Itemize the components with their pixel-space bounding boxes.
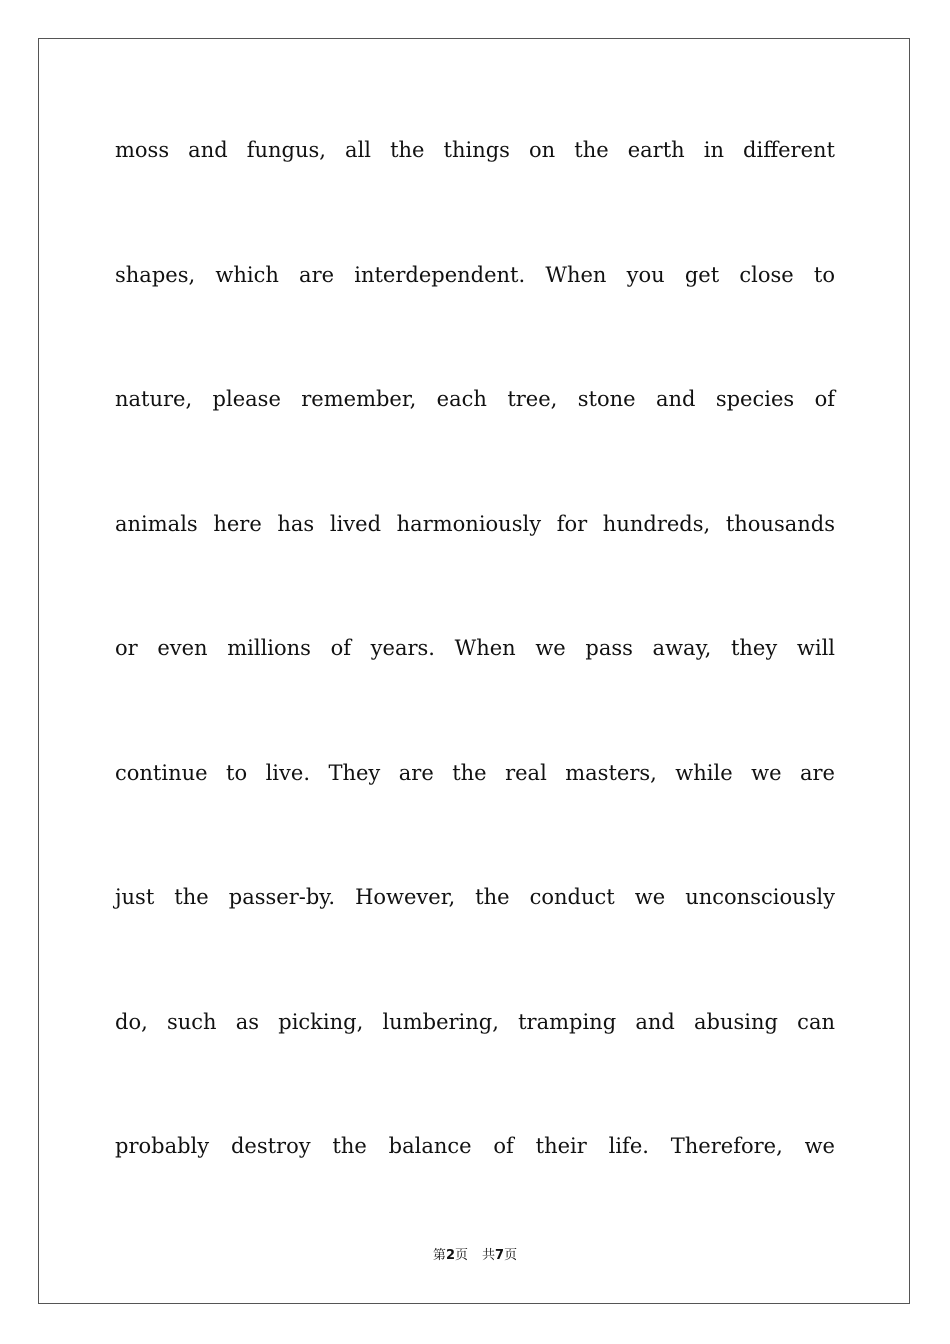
body-text-line-9: probably destroy the balance of their life. Therefore, we	[115, 1134, 835, 1158]
total-prefix: 共	[482, 1248, 496, 1263]
page-number: 2	[445, 1248, 455, 1263]
page-prefix: 第	[432, 1248, 446, 1263]
total-pages: 7	[495, 1248, 505, 1263]
body-text-line-7: just the passer-by. However, the conduct we unconsciously	[115, 885, 835, 909]
body-text-line-8: do, such as picking, lumbering, tramping and abusing can	[115, 1010, 835, 1034]
page-footer	[0, 1247, 950, 1265]
total-suffix: 页	[504, 1248, 518, 1263]
page-border	[38, 38, 910, 1304]
body-text-line-1: moss and fungus, all the things on the earth in different	[115, 138, 835, 162]
body-text-line-4: animals here has lived harmoniously for hundreds, thousands	[115, 512, 835, 536]
body-text-line-3: nature, please remember, each tree, stone and species of	[115, 387, 835, 411]
body-text-line-6: continue to live. They are the real masters, while we are	[115, 761, 835, 785]
body-text-line-2: shapes, which are interdependent. When you get close to	[115, 263, 835, 287]
body-text-line-5: or even millions of years. When we pass away, they will	[115, 636, 835, 660]
page-suffix: 页	[454, 1248, 468, 1263]
